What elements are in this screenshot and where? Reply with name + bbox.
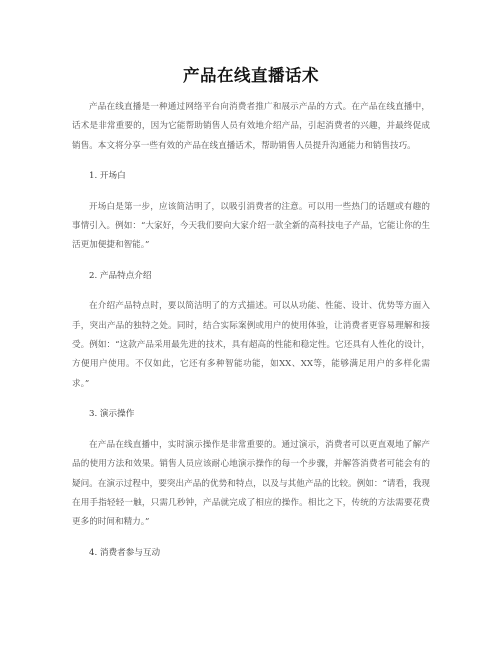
intro-paragraph: 产品在线直播是一种通过网络平台向消费者推广和展示产品的方式。在产品在线直播中，话术是非常重要的，因为它能帮助销售人员有效地介绍产品，引起消费者的兴趣，并最终促成销售。本文将分享一些有效的产品在线直播话术，帮助销售人员提升沟通能力和销售技巧。 bbox=[72, 102, 430, 151]
section-body-demo: 在产品在线直播中，实时演示操作是非常重要的。通过演示，消费者可以更直观地了解产品的使用方法和效果。销售人员应该耐心地演示操作的每一个步骤，并解答消费者可能会有的疑问。在演示过程中，要突出产品的优势和特点，以及与其他产品的比较。例如：“请看，我现在用手指轻轻一触，只需几秒钟，产品就完成了相应的操作。相比之下，传统的方法需要花费更多的时间和精力。” bbox=[72, 439, 430, 528]
section-body-opening: 开场白是第一步，应该简洁明了，以吸引消费者的注意。可以用一些热门的话题或有趣的事情引入。例如：“大家好，今天我们要向大家介绍一款全新的高科技电子产品，它能让你的生活更加便捷和智能。” bbox=[72, 201, 430, 251]
section-body-features: 在介绍产品特点时，要以简洁明了的方式描述。可以从功能、性能、设计、优势等方面入手，突出产品的独特之处。同时，结合实际案例或用户的使用体验，让消费者更容易理解和接受。例如：“这款产品采用最先进的技术，具有超高的性能和稳定性。它还具有人性化的设计，方便用户使用。不仅如此，它还有多种智能功能，如XX、XX等，能够满足用户的多样化需求。” bbox=[72, 301, 430, 389]
section-heading-demo: 3. 演示操作 bbox=[89, 409, 135, 420]
document-body bbox=[72, 98, 430, 563]
section-heading-features: 2. 产品特点介绍 bbox=[89, 270, 152, 281]
section-heading-interaction: 4. 消费者参与互动 bbox=[89, 547, 161, 558]
section-heading-opening: 1. 开场白 bbox=[89, 171, 126, 182]
document-title: 产品在线直播话术 bbox=[183, 66, 319, 85]
